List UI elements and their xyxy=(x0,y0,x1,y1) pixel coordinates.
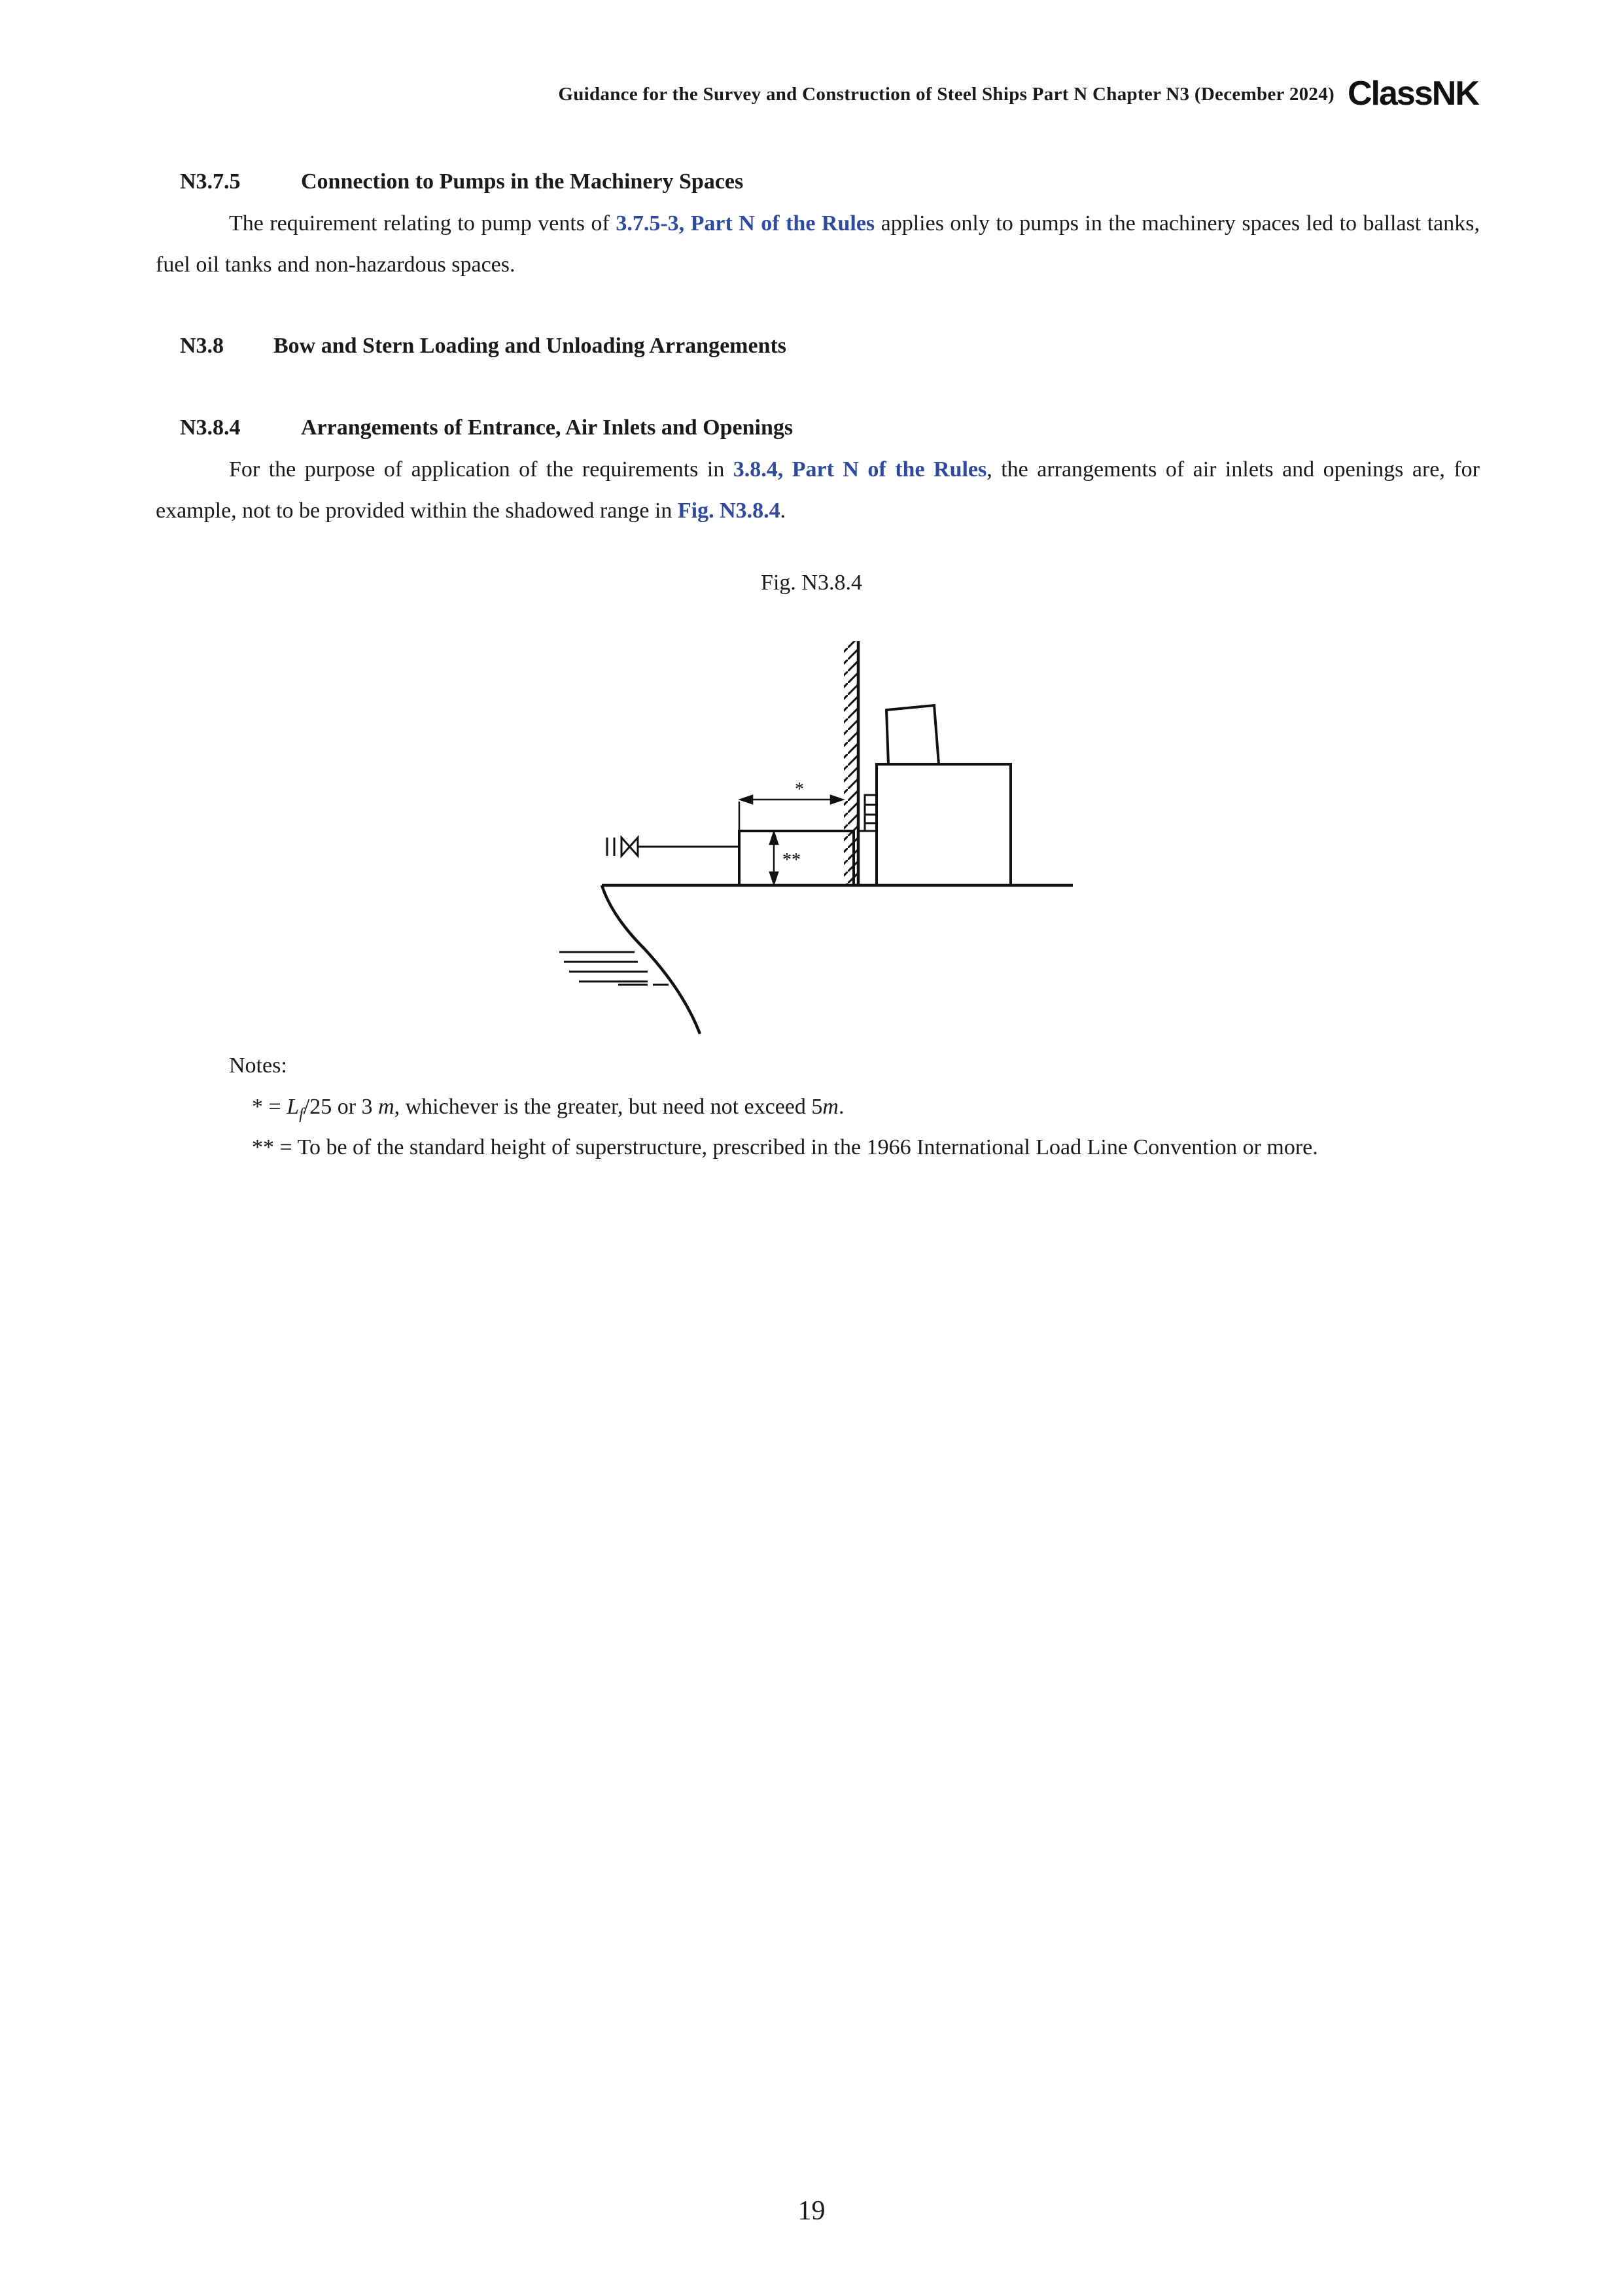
note-text: To be of the standard height of superstructure, prescribed in the 1966 International Load Line Convention or more. xyxy=(297,1135,1318,1159)
deckhouse-opening xyxy=(858,795,877,831)
notes-label: Notes: xyxy=(229,1053,287,1078)
note-unit: m xyxy=(822,1095,839,1119)
note-text: = xyxy=(263,1095,287,1119)
rule-reference-link[interactable]: 3.7.5-3, Part N of the Rules xyxy=(616,211,875,236)
paragraph-text: applies only to pumps in the machinery spaces led to ballast tanks, fuel oil tanks and non-hazardous spaces. xyxy=(156,211,1480,277)
figure-reference-link[interactable]: Fig. N3.8.4 xyxy=(677,499,780,523)
funnel xyxy=(886,705,939,764)
deckhouse xyxy=(877,764,1011,885)
section-number: N3.7.5 xyxy=(180,169,241,194)
page-number: 19 xyxy=(797,2196,826,2226)
label-double-star: ** xyxy=(782,850,801,870)
paragraph-text: . xyxy=(780,499,786,523)
note-text: . xyxy=(838,1095,845,1119)
note-star xyxy=(252,1095,844,1124)
paragraph-text: For the purpose of application of the requirements in xyxy=(229,457,733,482)
section-number: N3.8.4 xyxy=(180,415,241,440)
running-header: Guidance for the Survey and Construction of Steel Ships Part N Chapter N3 (December 2024) xyxy=(558,84,1335,105)
note-marker: * xyxy=(252,1095,263,1119)
note-subscript: f xyxy=(299,1105,304,1123)
note-marker: ** xyxy=(252,1135,274,1159)
loading-pipe-valve xyxy=(607,838,739,856)
note-variable: L xyxy=(287,1095,300,1119)
section-title: Bow and Stern Loading and Unloading Arrangements xyxy=(273,334,787,358)
note-unit: m xyxy=(378,1095,394,1119)
section-title: Arrangements of Entrance, Air Inlets and Openings xyxy=(301,415,794,440)
dimension-double-star xyxy=(770,832,778,884)
rule-reference-link[interactable]: 3.8.4, Part N of the Rules xyxy=(733,457,987,482)
dimension-star xyxy=(739,796,843,831)
note-text: /25 or 3 xyxy=(303,1095,379,1119)
classnk-logo: ClassNK xyxy=(1348,75,1478,113)
bow-curve xyxy=(602,885,700,1034)
label-star: * xyxy=(795,779,804,800)
note-text: = xyxy=(274,1135,298,1159)
note-double-star xyxy=(252,1135,1318,1160)
figure-caption: Fig. N3.8.4 xyxy=(761,571,862,595)
section-title: Connection to Pumps in the Machinery Spaces xyxy=(301,169,744,194)
figure-n3-8-4 xyxy=(0,0,1623,1060)
section-number: N3.8 xyxy=(180,334,224,358)
note-text: , whichever is the greater, but need not exceed 5 xyxy=(394,1095,823,1119)
paragraph-text: The requirement relating to pump vents of xyxy=(229,211,616,236)
paragraph-text: , the arrangements of air inlets and openings are, for example, not to be provided within the shadowed range in xyxy=(156,457,1480,523)
bulkhead-hatch xyxy=(844,641,858,885)
